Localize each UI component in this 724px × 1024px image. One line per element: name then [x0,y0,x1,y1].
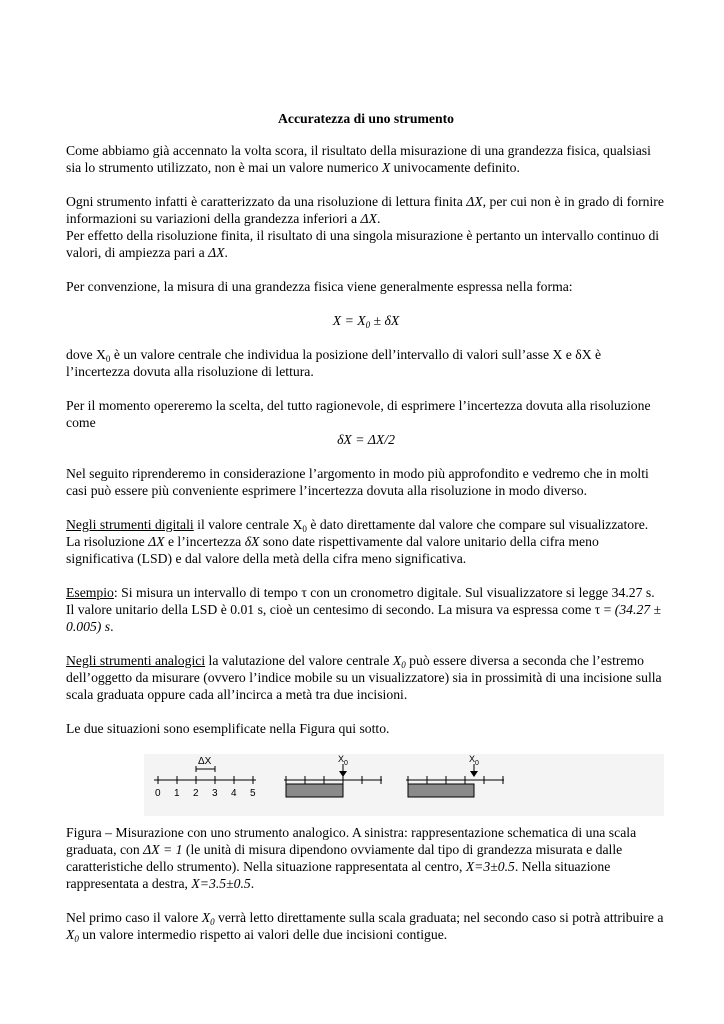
figure-analog-scale [66,754,666,816]
paragraph-interval: Per effetto della risoluzione finita, il risultato di una singola misurazione è pertanto un intervallo continuo di valori, di ampiezza pari a ΔX. [66,228,660,260]
tick-label-3: 3 [212,788,218,799]
tick-label-2: 2 [193,788,199,799]
paragraph-resolution: Ogni strumento infatti è caratterizzato da una risoluzione di lettura finita ΔX, per cui non è in grado di fornire informazioni su variazioni della grandezza inferiori a ΔX. [66,194,664,226]
paragraph-convention: Per convenzione, la misura di una grandezza fisica viene generalmente espressa nella forma: [66,279,573,294]
paragraph-definition: dove $X_0$ è un valore centrale che individua la posizione dell’intervallo di valori sull’asse X e δX è l’incertezza dovuta alla risoluzione di lettura. [66,347,602,379]
tick-label-4: 4 [231,788,237,799]
paragraph-example: Esempio: Si misura un intervallo di tempo τ con un cronometro digitale. Sul visualizzatore si legge 34.27 s. Il valore unitario della LSD è 0.01 s, cioè un centesimo di secondo. La misura va espressa come τ = (34.27 ± 0.005) s. [66,585,662,634]
paragraph-conclusion: Nel primo caso il valore $X_0$ verrà letto direttamente sulla scala graduata; nel secondo caso si potrà attribuire a $X_0$ un valore intermedio rispetto ai valori delle due incisioni contigue. [66,910,664,944]
paragraph-intro: Come abbiamo già accennato la volta scora, il risultato della misurazione di una grandezza fisica, qualsiasi sia lo strumento utilizzato, non è mai un valore numerico X univocamente definito. [66,143,651,175]
equation-measure: $X = X_0 \pm \delta X$ [332,313,400,330]
figure-background [144,754,664,816]
figure-caption: Figura – Misurazione con uno strumento analogico. A sinistra: rappresentazione schematica di una scala graduata, con ΔX = 1 (le unità di misura dipendono ovviamente dal tipo di grandezza misurata e dalle caratteristiche dello strumento). Nella situazione rappresentata al centro, X=3±0.5. Nella situazione rappresentata a destra, X=3.5±0.5. [66,825,637,891]
tick-label-5: 5 [250,788,256,799]
paragraph-figure-intro: Le due situazioni sono esemplificate nella Figura qui sotto. [66,721,390,736]
tick-label-1: 1 [174,788,180,799]
x0-label-right: $X_0$ [469,754,479,767]
object-bar-middle [286,784,343,797]
tick-label-0: 0 [155,788,161,799]
x0-label-middle: $X_0$ [338,754,348,767]
paragraph-further: Nel seguito riprenderemo in considerazione l’argomento in modo più approfondito e vedremo che in molti casi può essere più conveniente esprimere l’incertezza dovuta alla risoluzione in modo diverso. [66,466,649,498]
object-bar-right [408,784,474,797]
paragraph-digital: Negli strumenti digitali il valore centrale $X_0$ è dato direttamente dal valore che compare sul visualizzatore. La risoluzione ΔX e l’incertezza δX sono date rispettivamente dal valore unitario della cifra meno significativa (LSD) e dal valore della metà della cifra meno significativa. [66,517,649,566]
delta-label: ΔX [198,756,212,767]
document-page [66,110,666,960]
paragraph-choice: Per il momento opereremo la scelta, del tutto ragionevole, di esprimere l’incertezza dovuta alla risoluzione come [66,398,651,430]
paragraph-analog: Negli strumenti analogici la valutazione del valore centrale $X_0$ può essere diversa a seconda che l’estremo dell’oggetto da misurare (ovvero l’indice mobile su un visualizzatore) sia in prossimità di una incisione sulla scala graduata oppure cada all’incirca a metà tra due incisioni. [66,653,662,702]
page-title: Accuratezza di uno strumento [277,111,454,126]
equation-uncertainty: δX = ΔX/2 [337,432,395,447]
figure-svg [144,754,664,816]
